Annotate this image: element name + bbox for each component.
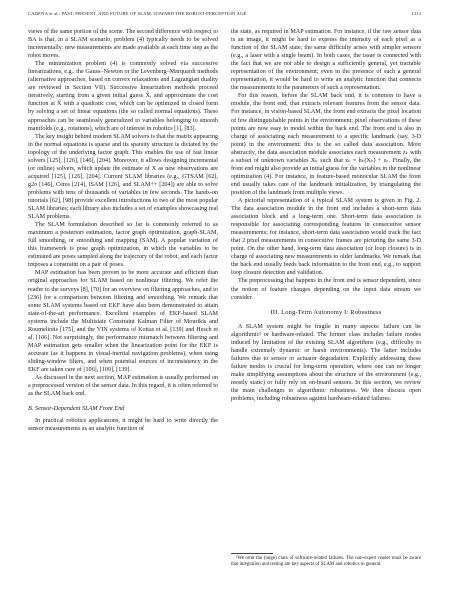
paragraph: The preprocessing that happens in the front end is sensor dependent, since the notion of feature changes depending on the input data stream we consider. bbox=[231, 278, 421, 301]
paragraph: In practical robotics applications, it might be hard to write directly the sensor measurements as an analytic function of bbox=[28, 418, 218, 433]
running-header bbox=[28, 11, 421, 19]
paragraph: The SLAM formulation described so far is commonly referred to as maximum a posteriori estimation, factor graph optimization, graph-SLAM, full smoothing, or smoothing and mapping (SAM). A popular variation of this framework is pose graph optimization, in which the variables to be estimated are poses sampled along the trajectory of the robot, and each factor imposes a constraint on a pair of poses. bbox=[28, 222, 218, 269]
paragraph: For this reason, before the SLAM back end, it is common to have a module, the front end, that extracts relevant features from the sensor data. For instance, in vision-based SLAM, the front end extracts the pixel location of few distinguishable points in the environment; pixel observations of these points are now easy to model within the back end. The front end is also in charge of associating each measurement to a specific landmark (say, 3-D point) in the environment: this is the so called data association. More abstractly, the data association module associates each measurement zₖ with a subset of unknown variables Xₖ such that zₖ = hₖ(Xₖ) + εₖ. Finally, the front end might also provide an initial guess for the variables in the nonlinear optimization (4). For instance, in feature-based monocular SLAM the front end usually takes care of the landmark initialization, by triangulating the position of the landmark from multiple views. bbox=[231, 93, 421, 196]
paragraph: A SLAM system might be fragile in many aspects: failure can be algorithmic² or hardware-related. The former class includes failure modes induced by limitation of the existing SLAM algorithms (e.g., difficulty to handle extremely dynamic or harsh environments). The latter includes failures due to sensor or actuator degradation. Explicitly addressing these failure modes is crucial for long-term operation, where one can no longer make simplifying assumptions about the structure of the environment (e.g., mostly static) or fully rely on on-board sensors. In this section, we review the main challenges to algorithmic robustness. We then discuss open problems, including robustness against hardware-related failures. bbox=[231, 323, 421, 403]
footnote-divider bbox=[231, 553, 273, 554]
running-title: CADENA et al.: PAST, PRESENT, AND FUTURE OF SLAM: TOWARD THE ROBUST-PERCEPTION AGE bbox=[28, 11, 247, 16]
paragraph: The minimization problem (4) is commonly solved via successive linearizations, e.g., the Gauss–Newton or the Levenberg–Marquardt methods (alternative approaches, based on convex relaxations and Lagrangian duality are reviewed in Section VII). Successive linearization methods proceed iteratively, starting from a given initial guess X̂, and approximate the cost function at X̂ with a quadratic cost, which can be optimized in closed form by solving a set of linear equations (the so called normal equations). These approaches can be seamlessly generalized to variables belonging to smooth manifolds (e.g., rotations), which are of interest in robotics [1], [83]. bbox=[28, 61, 218, 132]
paragraph: A pictorial representation of a typical SLAM system is given in Fig. 2. The data association module in the front end includes a short-term data association block and a long-term one. Short-term data association is responsible for associating corresponding features in consecutive sensor measurements; for instance, short-term data association would track the fact that 2 pixel measurements in consecutive frames are picturing the same 3-D point. On the other hand, long-term data association (or loop closure) is in charge of associating new measurements to older landmarks. We remark that the back end usually feeds back information to the front end, e.g., to support loop closure detection and validation. bbox=[231, 197, 421, 277]
left-column bbox=[28, 28, 218, 433]
footnote: ²We omit the (large) class of software-related failures. The non-expert reader must be aware that integration and testing are key aspects of SLAM and robotics in general. bbox=[231, 556, 421, 568]
paragraph: MAP estimation has been proven to be more accurate and efficient than original approaches for SLAM based on nonlinear filtering. We refer the reader to the surveys [8], [70] for an overview on filtering approaches, and to [236] for a comparison between filtering and smoothing. We remark that some SLAM systems based on EKF have also been demonstrated to attain state-of-the-art performance. Excellent examples of EKF-based SLAM systems include the Multistate Constraint Kalman Filter of Mourikis and Roumeliotis [175], and the VIN systems of Kottas et al. [139] and Hesch et al. [106]. Not surprisingly, the performance mismatch between filtering and MAP estimation gets smaller when the linearization point for the EKF is accurate (as it happens in visual-inertial navigation problems), when using sliding-window filters, and when potential sources of inconsistency in the EKF are taken care of [106], [109], [139]. bbox=[28, 270, 218, 373]
page-number: 1313 bbox=[411, 11, 421, 16]
right-column bbox=[231, 28, 421, 403]
subsection-heading: B. Sensor-Dependent SLAM Front End bbox=[28, 405, 125, 413]
paragraph: As discussed in the next section, MAP estimation is usually performed on a preprocessed version of the sensor data. In this regard, it is often referred to as the SLAM back end. bbox=[28, 375, 218, 398]
paragraph: views of the same portion of the scene. The second difference with respect to BA is that, in a SLAM scenario, problem (4) typically needs to be solved incrementally: new measurements are made available at each time step as the robot moves. bbox=[28, 29, 218, 60]
paragraph: The key insight behind modern SLAM solvers is that the matrix appearing in the normal equations is sparse and its sparsity structure is dictated by the topology of the underlying factor graph. This enables the use of fast linear solvers [125], [126], [146], [204]. Moreover, it allows designing incremental (or online) solvers, which update the estimate of X as new observations are acquired [125], [126], [204]. Current SLAM libraries (e.g., GTSAM [62], g2o [146], Ceres [214], iSAM [126], and SLAM++ [204]) are able to solve problems with tens of thousands of variables in few seconds. The hands-on tutorials [62], [98] provide excellent introductions to two of the most popular SLAM libraries; each library also includes a set of examples showcasing real SLAM problems. bbox=[28, 133, 218, 221]
paragraph: the state, as required in MAP estimation. For instance, if the raw sensor data is an image, it might be hard to express the intensity of each pixel as a function of the SLAM state; the same difficulty arises with simpler sensors (e.g., a laser with a single beam). In both cases, the issue is connected with the fact that we are not able to design a sufficiently general, yet tractable representation of the environment; even in the presence of such a general representation, it would be hard to write an analytic function that connects the measurements to the parameters of such a representation. bbox=[231, 29, 421, 92]
section-heading: III. Long-Term Autonomy I: Robustness bbox=[270, 308, 382, 316]
